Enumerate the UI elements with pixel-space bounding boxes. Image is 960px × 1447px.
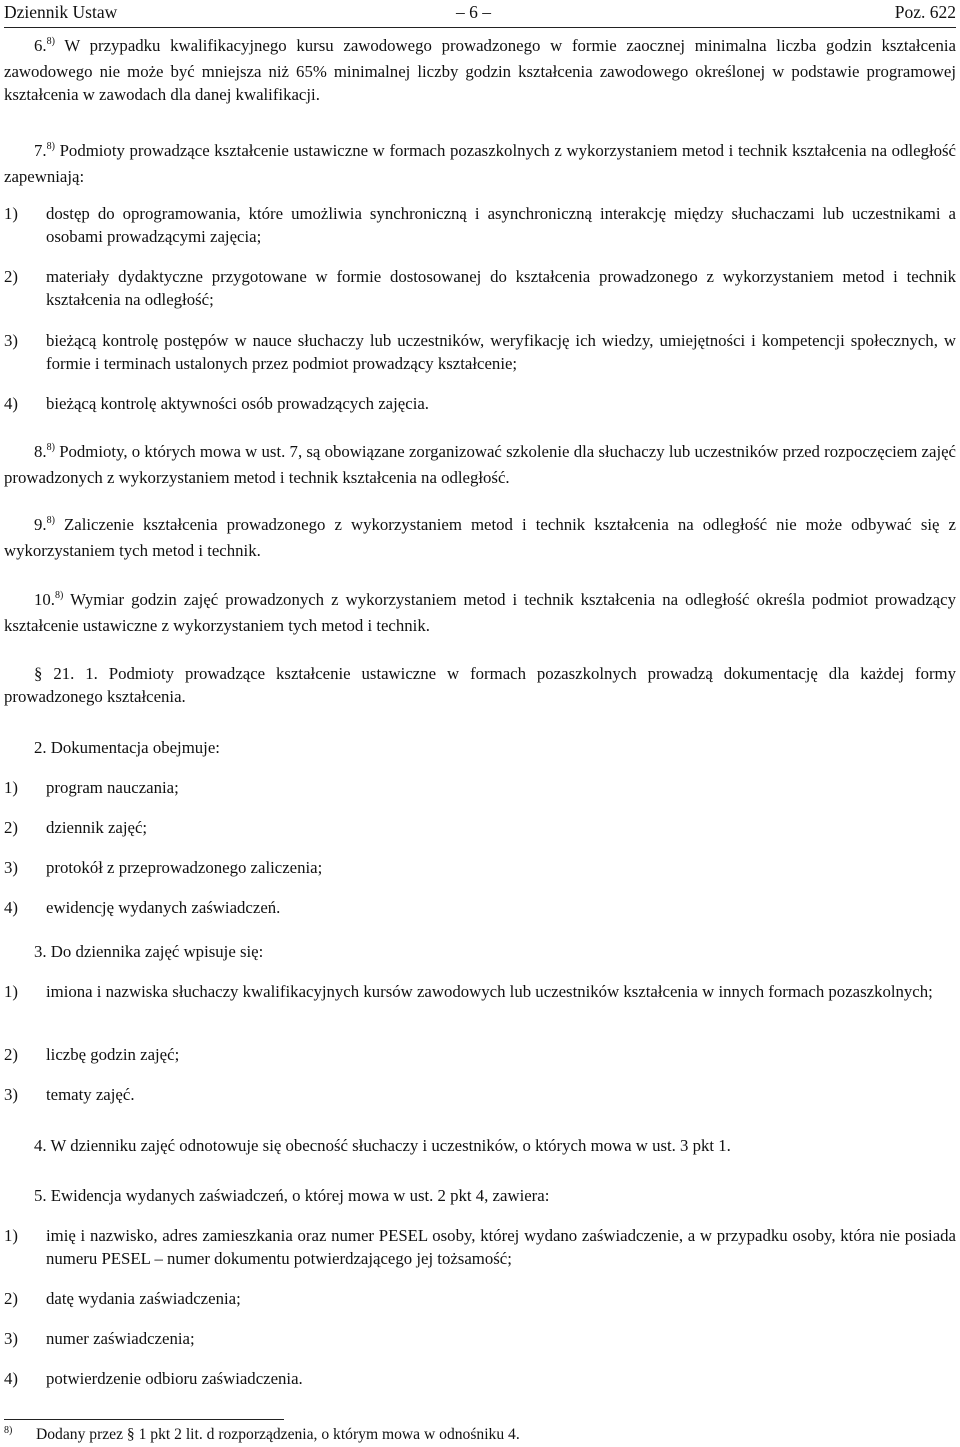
paragraph-text: Wymiar godzin zajęć prowadzonych z wykorzystaniem metod i technik kształcenia na odległość określa podmiot prowadzący kształcenie ustawiczne z wykorzystaniem tych metod i technik. bbox=[4, 590, 956, 635]
item-text: liczbę godzin zajęć; bbox=[46, 1045, 180, 1064]
paragraph-7 bbox=[4, 139, 956, 188]
header-rule bbox=[4, 27, 956, 28]
item-number: 4) bbox=[4, 898, 18, 917]
item-text: ewidencję wydanych zaświadczeń. bbox=[46, 898, 281, 917]
paragraph-text: Zaliczenie kształcenia prowadzonego z wykorzystaniem metod i technik kształcenia na odległość nie może odbywać się z wykorzystaniem tych metod i technik. bbox=[4, 515, 956, 560]
paragraph-text: 3. Do dziennika zajęć wpisuje się: bbox=[34, 942, 264, 961]
item-number: 4) bbox=[4, 394, 18, 413]
section-21-ust-3 bbox=[4, 940, 956, 963]
item-number: 1) bbox=[4, 778, 18, 797]
paragraph-text: Podmioty, o których mowa w ust. 7, są obowiązane zorganizować szkolenie dla słuchaczy lub uczestników przed rozpoczęciem zajęć prowadzonych z wykorzystaniem metod i technik kształcenia na odległość. bbox=[4, 442, 957, 487]
paragraph-10 bbox=[4, 588, 956, 637]
footnote-text: Dodany przez § 1 pkt 2 lit. d rozporządzenia, o którym mowa w odnośniku 4. bbox=[36, 1426, 520, 1443]
item-number: 1) bbox=[4, 982, 18, 1001]
item-text: protokół z przeprowadzonego zaliczenia; bbox=[46, 858, 323, 877]
list-item bbox=[4, 856, 956, 879]
item-number: 3) bbox=[4, 1329, 18, 1348]
list-item bbox=[4, 329, 956, 375]
paragraph-number: 10. bbox=[34, 590, 55, 609]
paragraph-number: 7. bbox=[34, 141, 47, 160]
footnote-ref[interactable]: 8) bbox=[54, 590, 64, 601]
paragraph-number: 8. bbox=[34, 442, 47, 461]
footnote-rule bbox=[4, 1419, 284, 1420]
list-item bbox=[4, 896, 956, 919]
footnote-marker: 8) bbox=[4, 1425, 13, 1436]
page-header bbox=[4, 1, 956, 25]
item-number: 3) bbox=[4, 1085, 18, 1104]
paragraph-text: 4. W dzienniku zajęć odnotowuje się obecność słuchaczy i uczestników, o których mowa w ust. 3 pkt 1. bbox=[34, 1136, 731, 1155]
list-item bbox=[4, 1083, 956, 1106]
list-item bbox=[4, 392, 956, 415]
list-item bbox=[4, 776, 956, 799]
footnote-ref[interactable]: 8) bbox=[46, 141, 55, 152]
item-number: 3) bbox=[4, 858, 18, 877]
item-text: materiały dydaktyczne przygotowane w formie dostosowanej do kształcenia prowadzonego z wykorzystaniem metod i technik kształcenia na odległość; bbox=[46, 267, 956, 309]
paragraph-number: 9. bbox=[34, 515, 47, 534]
item-number: 1) bbox=[4, 204, 18, 223]
page-number: – 6 – bbox=[456, 2, 491, 22]
journal-title: Dziennik Ustaw bbox=[4, 2, 118, 22]
item-text: datę wydania zaświadczenia; bbox=[46, 1289, 241, 1308]
item-text: imiona i nazwiska słuchaczy kwalifikacyjnych kursów zawodowych lub uczestników kształcenia w innych formach pozaszkolnych; bbox=[46, 982, 933, 1001]
item-text: bieżącą kontrolę aktywności osób prowadzących zajęcia. bbox=[46, 394, 429, 413]
item-text: program nauczania; bbox=[46, 778, 179, 797]
paragraph-8 bbox=[4, 440, 956, 489]
section-21 bbox=[4, 662, 956, 708]
footnote-ref[interactable]: 8) bbox=[46, 36, 55, 47]
item-text: tematy zajęć. bbox=[46, 1085, 135, 1104]
section-21-ust-2 bbox=[4, 736, 956, 759]
item-number: 2) bbox=[4, 1045, 18, 1064]
list-item bbox=[4, 1367, 956, 1390]
paragraph-text: Podmioty prowadzące kształcenie ustawiczne w formach pozaszkolnych z wykorzystaniem metod i technik kształcenia na odległość zapewniają: bbox=[4, 141, 956, 186]
paragraph-9 bbox=[4, 513, 956, 562]
list-item bbox=[4, 1043, 956, 1066]
section-21-ust-5 bbox=[4, 1184, 956, 1207]
footnote-ref[interactable]: 8) bbox=[46, 515, 55, 526]
paragraph-6 bbox=[4, 34, 956, 106]
section-21-ust-4 bbox=[4, 1134, 956, 1157]
paragraph-text: 5. Ewidencja wydanych zaświadczeń, o której mowa w ust. 2 pkt 4, zawiera: bbox=[34, 1186, 550, 1205]
item-number: 1) bbox=[4, 1226, 18, 1245]
item-number: 2) bbox=[4, 267, 18, 286]
item-number: 3) bbox=[4, 331, 18, 350]
list-item bbox=[4, 265, 956, 311]
position-number: Poz. 622 bbox=[894, 2, 956, 22]
item-text: numer zaświadczenia; bbox=[46, 1329, 195, 1348]
list-item bbox=[4, 1327, 956, 1350]
item-number: 4) bbox=[4, 1369, 18, 1388]
item-number: 2) bbox=[4, 818, 18, 837]
footnote-ref[interactable]: 8) bbox=[46, 442, 55, 453]
item-text: dostęp do oprogramowania, które umożliwia synchroniczną i asynchroniczną interakcję między słuchaczami lub uczestnikami a osobami prowadzącymi zajęcia; bbox=[46, 204, 956, 246]
list-item bbox=[4, 816, 956, 839]
paragraph-text: W przypadku kwalifikacyjnego kursu zawodowego prowadzonego w formie zaocznej minimalna liczba godzin kształcenia zawodowego nie może być mniejsza niż 65% minimalnej liczby godzin kształcenia zawodowego określonej w podstawie programowej kształcenia w zawodach dla danej kwalifikacji. bbox=[4, 36, 956, 104]
list-item bbox=[4, 202, 956, 248]
paragraph-text: 2. Dokumentacja obejmuje: bbox=[34, 738, 220, 757]
list-item bbox=[4, 1287, 956, 1310]
list-item bbox=[4, 980, 956, 1003]
item-text: bieżącą kontrolę postępów w nauce słuchaczy lub uczestników, weryfikację ich wiedzy, umiejętności i kompetencji społecznych, w formie i terminach ustalonych przez podmiot prowadzący kształcenie; bbox=[46, 331, 956, 373]
list-item bbox=[4, 1224, 956, 1270]
item-text: dziennik zajęć; bbox=[46, 818, 148, 837]
item-text: potwierdzenie odbioru zaświadczenia. bbox=[46, 1369, 303, 1388]
item-number: 2) bbox=[4, 1289, 18, 1308]
paragraph-number: 6. bbox=[34, 36, 47, 55]
item-text: imię i nazwisko, adres zamieszkania oraz numer PESEL osoby, której wydano zaświadczenie, a w przypadku osoby, która nie posiada numeru PESEL – numer dokumentu potwierdzającego jej tożsamość; bbox=[46, 1226, 956, 1268]
section-text: § 21. 1. Podmioty prowadzące kształcenie ustawiczne w formach pozaszkolnych prowadzą dokumentację dla każdej formy prowadzonego kształcenia. bbox=[4, 664, 956, 706]
